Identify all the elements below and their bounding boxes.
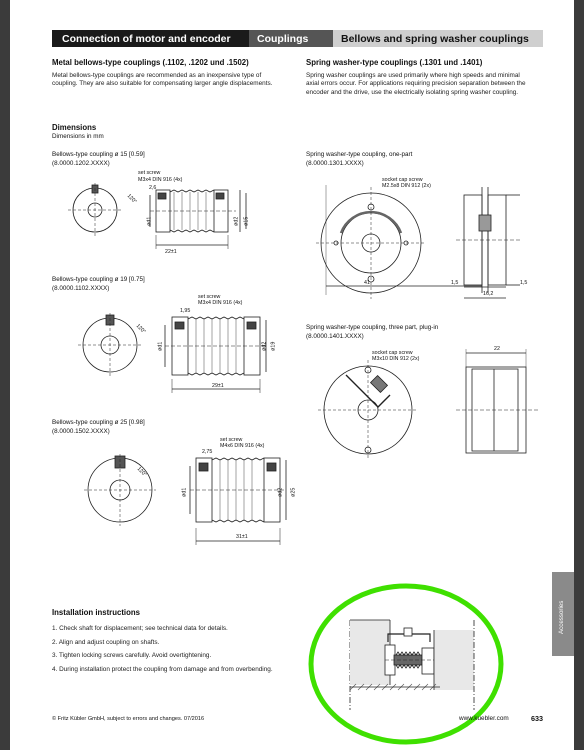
- s2-title: Spring washer-type coupling, three part, plug-in: [306, 324, 439, 331]
- d15-dia-b: ød2: [233, 216, 240, 226]
- d15-angle: 120°: [125, 193, 138, 206]
- footer-url[interactable]: www.kuebler.com: [459, 715, 509, 722]
- document-page: [10, 0, 574, 750]
- s1-screw-1: socket cap screw: [382, 177, 423, 183]
- d25-screw-1: set screw: [220, 437, 243, 443]
- d25-code: (8.0000.1502.XXXX): [52, 428, 110, 435]
- footer-page-number: 633: [531, 714, 543, 723]
- s2-dim-a: 22: [494, 346, 500, 352]
- left-text: Metal bellows-type couplings are recommended as an inexpensive type of coupling. They are also suitable for compensating larger angle displacements.: [52, 72, 273, 88]
- installation-title: Installation instructions: [52, 608, 140, 617]
- d25-dim-top: 2,75: [202, 449, 213, 455]
- d15-code: (8.0000.1202.XXXX): [52, 160, 110, 167]
- d19-dim-top: 1,95: [180, 308, 191, 314]
- d25-dia-b: ød2: [277, 487, 284, 497]
- d25-angle: 120°: [135, 466, 148, 479]
- installation-step: 3. Tighten locking screws carefully. Avoid overtightening.: [52, 652, 212, 659]
- s1-screw-2: M2.5x8 DIN 912 (2x): [382, 183, 431, 189]
- left-title: Metal bellows-type couplings (.1102, .1202 und .1502): [52, 58, 249, 67]
- s1-dim-b: 1,5: [451, 280, 459, 286]
- d15-screw-2: M3x4 DIN 916 (4x): [138, 177, 183, 183]
- s1-drawing: [306, 175, 546, 305]
- d25-title: Bellows-type coupling ø 25 [0.98]: [52, 419, 145, 426]
- d15-dim-top: 2,6: [149, 185, 157, 191]
- d25-dia-c: ø25: [290, 487, 297, 497]
- highlight-ring: [306, 581, 506, 748]
- d19-dia-a: ød1: [157, 341, 164, 351]
- installation-step: 4. During installation protect the coupling from damage and from overbending.: [52, 665, 273, 673]
- dimensions-title: Dimensions: [52, 123, 97, 132]
- d15-dia-c: ø15: [243, 216, 250, 226]
- d19-dia-b: ød2: [261, 341, 268, 351]
- right-text: Spring washer couplings are used primarily where high speeds and minimal axial errors occur. For applications requiring precision separation between the encoder and the drive, use the electrically isolating spring washer coupling.: [306, 72, 526, 96]
- s1-title: Spring washer-type coupling, one-part: [306, 151, 413, 158]
- d15-dim-length: 22±1: [165, 249, 177, 255]
- dimensions-subtitle: Dimensions in mm: [52, 133, 104, 140]
- side-tab-accessories[interactable]: [552, 572, 574, 656]
- d19-dia-c: ø19: [270, 341, 277, 351]
- s2-code: (8.0000.1401.XXXX): [306, 333, 364, 340]
- d15-title: Bellows-type coupling ø 15 [0.59]: [52, 151, 145, 158]
- header-subsection: Bellows and spring washer couplings: [333, 30, 543, 47]
- s1-dim-c: 1,5: [520, 280, 528, 286]
- s2-screw-1: socket cap screw: [372, 350, 413, 356]
- s1-dim-d: 16,2: [483, 291, 494, 297]
- installation-step: 2. Align and adjust coupling on shafts.: [52, 638, 160, 646]
- d19-dim-length: 29±1: [212, 383, 224, 389]
- d19-screw-1: set screw: [198, 294, 221, 300]
- d25-screw-2: M4x6 DIN 916 (4x): [220, 443, 265, 449]
- s1-dim-a: 41: [364, 280, 370, 286]
- d15-screw-1: set screw: [138, 170, 161, 176]
- d19-title: Bellows-type coupling ø 19 [0.75]: [52, 276, 145, 283]
- s2-screw-2: M3x10 DIN 912 (2x): [372, 356, 420, 362]
- d19-code: (8.0000.1102.XXXX): [52, 285, 110, 292]
- right-title: Spring washer-type couplings (.1301 und .1401): [306, 58, 483, 67]
- footer-copyright: © Fritz Kübler GmbH, subject to errors and changes. 07/2016: [52, 716, 205, 722]
- d19-angle: 120°: [134, 323, 147, 336]
- header-section: Connection of motor and encoder: [52, 30, 249, 47]
- installation-steps: [52, 622, 273, 676]
- s2-drawing: [306, 345, 546, 475]
- header-tab-couplings[interactable]: Couplings: [249, 30, 333, 47]
- d19-screw-2: M3x4 DIN 916 (4x): [198, 300, 243, 306]
- installation-step: 1. Check shaft for displacement; see technical data for details.: [52, 625, 228, 632]
- d25-dia-a: ød1: [181, 487, 188, 497]
- s1-code: (8.0000.1301.XXXX): [306, 160, 364, 167]
- d25-dim-length: 31±1: [236, 534, 248, 540]
- d25-drawing: [50, 440, 290, 550]
- d15-dia-a: ød1: [146, 216, 153, 226]
- side-tab-label: Accessories: [558, 600, 565, 634]
